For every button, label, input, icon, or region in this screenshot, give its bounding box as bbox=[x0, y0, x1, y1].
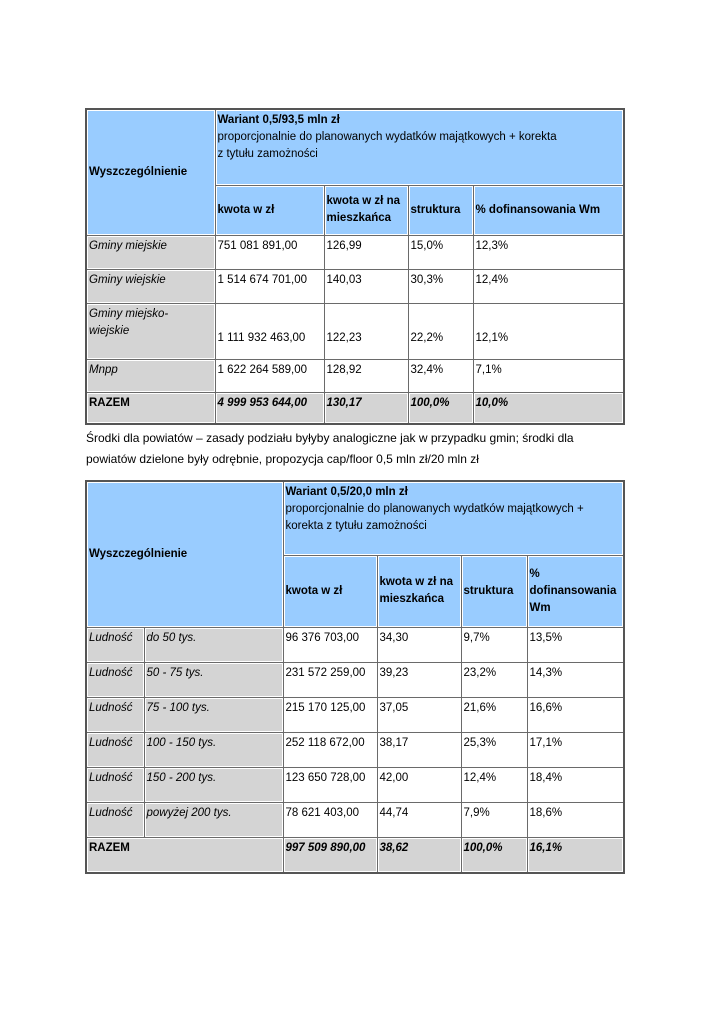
variant-desc-1: proporcjonalnie do planowanych wydatków majątkowych + bbox=[285, 503, 584, 515]
row-name-1: Gminy miejsko- bbox=[89, 307, 169, 320]
col-struktura: struktura bbox=[408, 185, 473, 235]
row-name-2: wiejskie bbox=[89, 324, 130, 337]
cell-kwota: 1 622 264 589,00 bbox=[215, 359, 324, 392]
col-kwota-mieszkanca-1: kwota w zł na bbox=[326, 195, 400, 207]
row-range: 75 - 100 tys. bbox=[144, 697, 283, 732]
note-line-2: powiatów dzielone były odrębnie, propozycja cap/floor 0,5 mln zł/20 mln zł bbox=[86, 452, 479, 466]
cell-dofinansowania: 17,1% bbox=[527, 732, 624, 767]
cell-dofinansowania: 13,5% bbox=[527, 627, 624, 662]
note-paragraph bbox=[86, 428, 646, 470]
table-row bbox=[86, 662, 624, 697]
cell-dofinansowania: 12,4% bbox=[473, 269, 624, 303]
cell-kwota: 231 572 259,00 bbox=[283, 662, 377, 697]
row-range: do 50 tys. bbox=[144, 627, 283, 662]
col-dofinansowania bbox=[527, 555, 624, 627]
variant-title: Wariant 0,5/93,5 mln zł bbox=[217, 114, 340, 126]
cell-na-mieszkanca: 34,30 bbox=[377, 627, 461, 662]
cell-na-mieszkanca: 128,92 bbox=[324, 359, 408, 392]
row-name: Gminy miejskie bbox=[86, 235, 215, 269]
cell-kwota: 123 650 728,00 bbox=[283, 767, 377, 802]
cell-kwota: 1 111 932 463,00 bbox=[215, 303, 324, 359]
cell-dofinansowania: 14,3% bbox=[527, 662, 624, 697]
cell-struktura: 7,9% bbox=[461, 802, 527, 837]
col-kwota: kwota w zł bbox=[283, 555, 377, 627]
col-kwota-mieszkanca bbox=[377, 555, 461, 627]
total-struktura: 100,0% bbox=[408, 392, 473, 424]
total-dofinansowania: 10,0% bbox=[473, 392, 624, 424]
row-range: 50 - 75 tys. bbox=[144, 662, 283, 697]
cell-na-mieszkanca: 140,03 bbox=[324, 269, 408, 303]
cell-kwota: 751 081 891,00 bbox=[215, 235, 324, 269]
cell-kwota: 215 170 125,00 bbox=[283, 697, 377, 732]
row-range: 100 - 150 tys. bbox=[144, 732, 283, 767]
table-row bbox=[86, 303, 624, 359]
cell-na-mieszkanca: 126,99 bbox=[324, 235, 408, 269]
cell-na-mieszkanca: 122,23 bbox=[324, 303, 408, 359]
cell-struktura: 12,4% bbox=[461, 767, 527, 802]
col-dofinansowania-1: % bbox=[529, 567, 540, 580]
col-kwota-mieszkanca-2: mieszkańca bbox=[379, 593, 445, 605]
cell-kwota: 252 118 672,00 bbox=[283, 732, 377, 767]
total-struktura: 100,0% bbox=[461, 837, 527, 873]
table-gminy bbox=[85, 108, 625, 425]
cell-struktura: 21,6% bbox=[461, 697, 527, 732]
cell-struktura: 15,0% bbox=[408, 235, 473, 269]
col-kwota: kwota w zł bbox=[215, 185, 324, 235]
col-kwota-mieszkanca-2: mieszkańca bbox=[326, 212, 392, 224]
row-label: Ludność bbox=[86, 627, 144, 662]
row-label: Ludność bbox=[86, 697, 144, 732]
variant-desc-1: proporcjonalnie do planowanych wydatków majątkowych + korekta bbox=[217, 131, 557, 143]
note-line-1: Środki dla powiatów – zasady podziału byłyby analogiczne jak w przypadku gmin; środki dla bbox=[86, 431, 574, 445]
row-name: Mnpp bbox=[86, 359, 215, 392]
table-row bbox=[86, 359, 624, 392]
cell-kwota: 1 514 674 701,00 bbox=[215, 269, 324, 303]
header-wyszczegolnienie: Wyszczególnienie bbox=[86, 481, 283, 627]
total-dofinansowania: 16,1% bbox=[527, 837, 624, 873]
table-powiaty bbox=[85, 480, 625, 874]
header-wyszczegolnienie: Wyszczególnienie bbox=[86, 109, 215, 235]
row-range: powyżej 200 tys. bbox=[144, 802, 283, 837]
cell-dofinansowania: 12,1% bbox=[473, 303, 624, 359]
table-row bbox=[86, 732, 624, 767]
cell-dofinansowania: 18,4% bbox=[527, 767, 624, 802]
table-row bbox=[86, 802, 624, 837]
cell-dofinansowania: 16,6% bbox=[527, 697, 624, 732]
cell-na-mieszkanca: 38,17 bbox=[377, 732, 461, 767]
col-dofinansowania-2: dofinansowania bbox=[529, 584, 617, 597]
cell-struktura: 30,3% bbox=[408, 269, 473, 303]
total-kwota: 4 999 953 644,00 bbox=[215, 392, 324, 424]
cell-struktura: 22,2% bbox=[408, 303, 473, 359]
cell-struktura: 25,3% bbox=[461, 732, 527, 767]
table-row bbox=[86, 697, 624, 732]
row-range: 150 - 200 tys. bbox=[144, 767, 283, 802]
table-total-row bbox=[86, 837, 624, 873]
cell-na-mieszkanca: 42,00 bbox=[377, 767, 461, 802]
cell-struktura: 9,7% bbox=[461, 627, 527, 662]
cell-na-mieszkanca: 44,74 bbox=[377, 802, 461, 837]
table-row bbox=[86, 269, 624, 303]
total-label: RAZEM bbox=[86, 392, 215, 424]
table-total-row bbox=[86, 392, 624, 424]
row-name: Gminy wiejskie bbox=[86, 269, 215, 303]
cell-kwota: 78 621 403,00 bbox=[283, 802, 377, 837]
cell-struktura: 23,2% bbox=[461, 662, 527, 697]
total-na-mieszkanca: 130,17 bbox=[324, 392, 408, 424]
cell-kwota: 96 376 703,00 bbox=[283, 627, 377, 662]
cell-na-mieszkanca: 39,23 bbox=[377, 662, 461, 697]
col-dofinansowania-3: Wm bbox=[529, 601, 551, 614]
cell-struktura: 32,4% bbox=[408, 359, 473, 392]
col-kwota-mieszkanca-1: kwota w zł na bbox=[379, 576, 453, 588]
cell-na-mieszkanca: 37,05 bbox=[377, 697, 461, 732]
total-kwota: 997 509 890,00 bbox=[283, 837, 377, 873]
cell-dofinansowania: 7,1% bbox=[473, 359, 624, 392]
variant-header bbox=[283, 481, 624, 555]
row-label: Ludność bbox=[86, 802, 144, 837]
row-name bbox=[86, 303, 215, 359]
col-dofinansowania: % dofinansowania Wm bbox=[473, 185, 624, 235]
table-row bbox=[86, 235, 624, 269]
row-label: Ludność bbox=[86, 767, 144, 802]
variant-title: Wariant 0,5/20,0 mln zł bbox=[285, 486, 408, 498]
row-label: Ludność bbox=[86, 662, 144, 697]
variant-header bbox=[215, 109, 624, 185]
total-na-mieszkanca: 38,62 bbox=[377, 837, 461, 873]
cell-dofinansowania: 18,6% bbox=[527, 802, 624, 837]
total-label: RAZEM bbox=[86, 837, 283, 873]
cell-dofinansowania: 12,3% bbox=[473, 235, 624, 269]
col-struktura: struktura bbox=[461, 555, 527, 627]
row-label: Ludność bbox=[86, 732, 144, 767]
table-row bbox=[86, 627, 624, 662]
variant-desc-2: z tytułu zamożności bbox=[217, 148, 318, 160]
variant-desc-2: korekta z tytułu zamożności bbox=[285, 520, 427, 532]
table-row bbox=[86, 767, 624, 802]
col-kwota-mieszkanca bbox=[324, 185, 408, 235]
